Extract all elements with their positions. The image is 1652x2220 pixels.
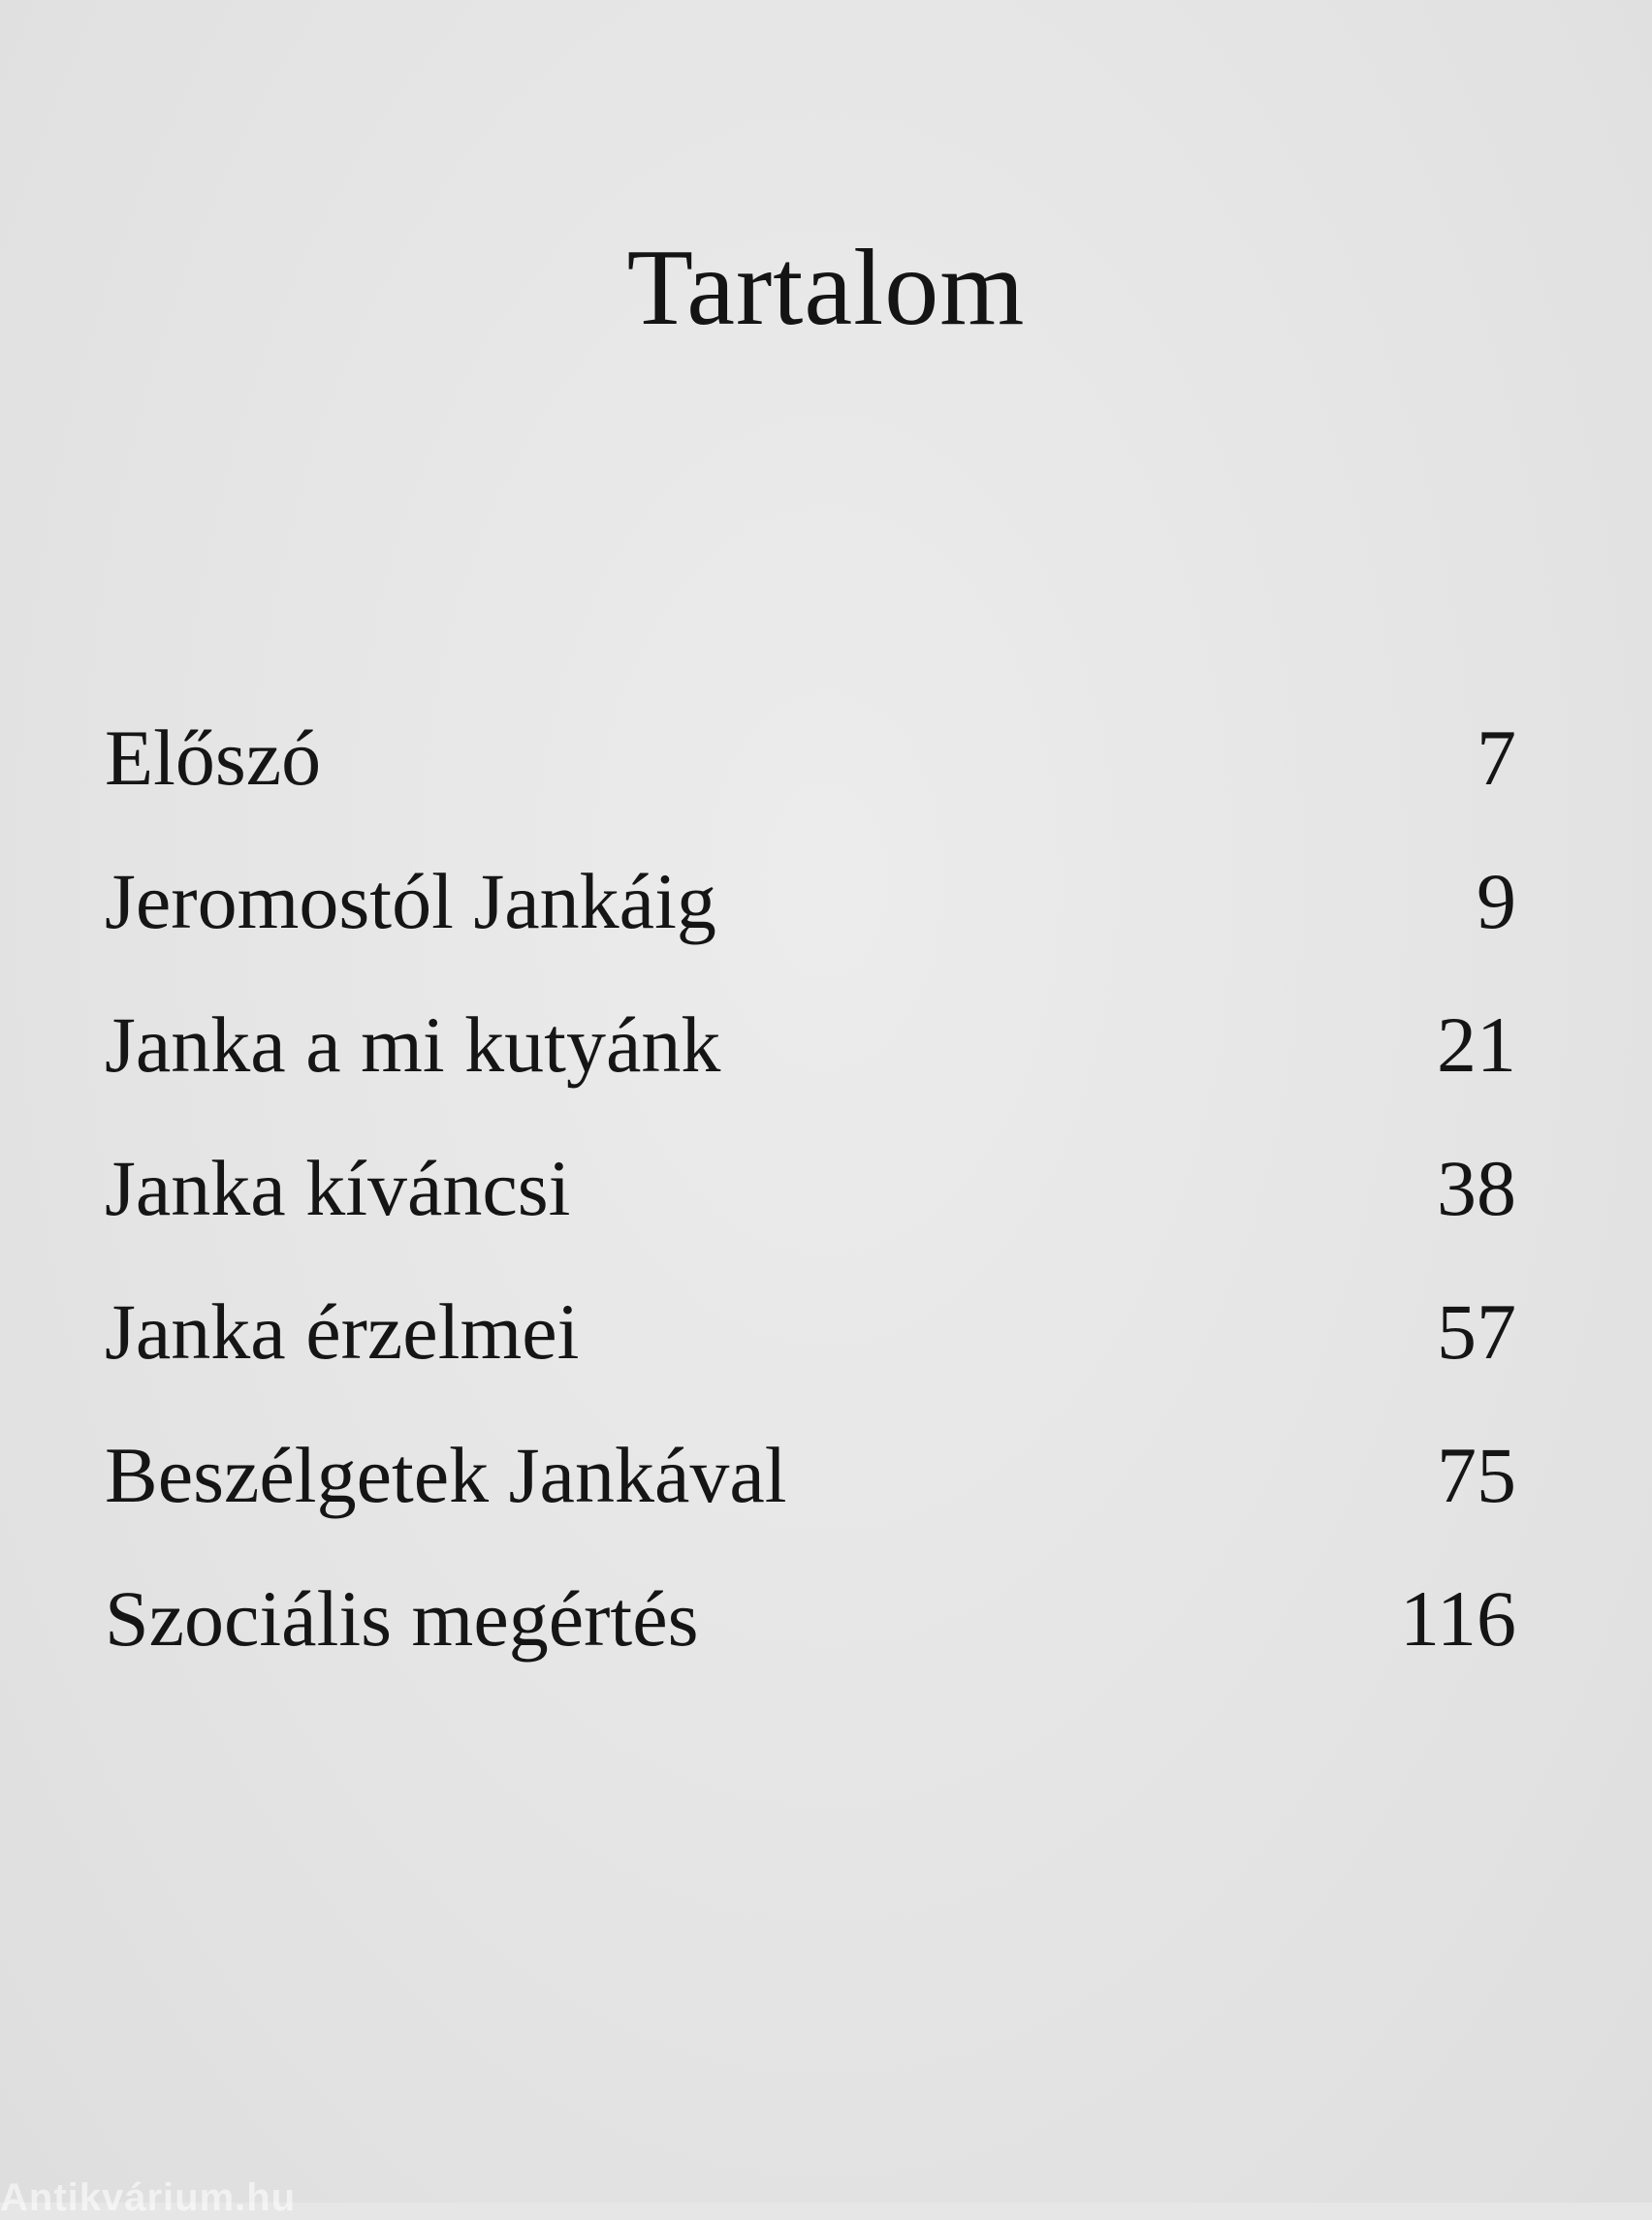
- site-watermark: Antikvárium.hu: [0, 2176, 297, 2219]
- toc-entry: [105, 1274, 1516, 1417]
- toc-entry-page: 75: [1437, 1431, 1516, 1519]
- toc-entry-title: Szociális megértés: [105, 1574, 699, 1663]
- toc-entry: [105, 987, 1516, 1130]
- toc-entry-page: 9: [1477, 857, 1516, 945]
- page-title: Tartalom: [626, 228, 1026, 348]
- toc-entry-title: Janka kíváncsi: [105, 1144, 571, 1232]
- toc-entry-title: Előszó: [105, 714, 322, 802]
- toc-entry-page: 7: [1477, 714, 1516, 802]
- toc-entry-page: 21: [1437, 1000, 1516, 1089]
- toc-entry: [105, 843, 1516, 987]
- toc-entry-page: 38: [1437, 1144, 1516, 1232]
- toc-entry-page: 57: [1437, 1287, 1516, 1376]
- table-of-contents: [105, 700, 1516, 1704]
- toc-entry-title: Janka a mi kutyánk: [105, 1000, 721, 1089]
- toc-entry-title: Janka érzelmei: [105, 1287, 580, 1376]
- toc-entry-title: Jeromostól Jankáig: [105, 857, 716, 945]
- toc-entry: [105, 1561, 1516, 1704]
- toc-entry-title: Beszélgetek Jankával: [105, 1431, 787, 1519]
- toc-entry-page: 116: [1400, 1574, 1516, 1663]
- toc-entry: [105, 700, 1516, 843]
- toc-entry: [105, 1417, 1516, 1561]
- toc-entry: [105, 1130, 1516, 1274]
